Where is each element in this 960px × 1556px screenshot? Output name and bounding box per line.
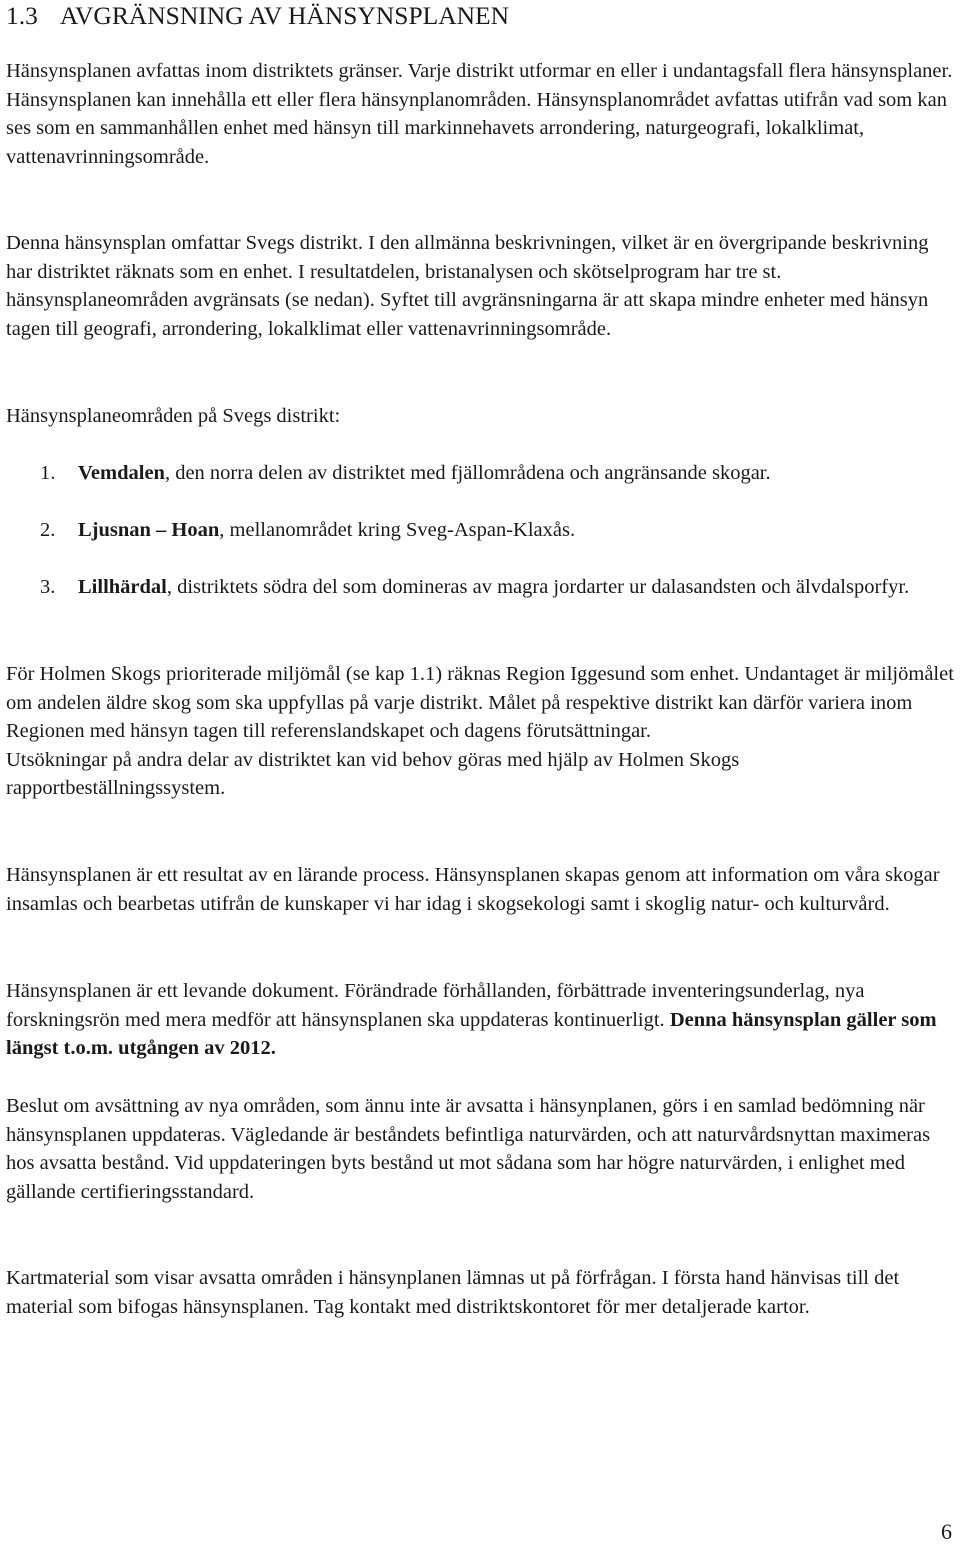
area-list-item bbox=[6, 573, 956, 602]
paragraph-text: Hänsynsplanen avfattas inom distriktets gränser. Varje distrikt utformar en eller i undantagsfall flera hänsynsplaner. Hänsynsplanen kan innehålla ett eller flera hänsynplanområden. Hänsynsplanområdet avfattas utifrån vad som kan ses som en sammanhållen enhet med hänsyn till markinnehavets arrondering, naturgeografi, lokalklimat, vattenavrinningsområde. bbox=[6, 60, 953, 168]
area-description: , mellanområdet kring Sveg-Aspan-Klaxås. bbox=[219, 519, 576, 541]
paragraph-living-document bbox=[6, 977, 958, 1063]
area-description: , distriktets södra del som domineras av magra jordarter ur dalasandsten och älvdalsporfyr. bbox=[166, 576, 910, 598]
paragraph-environmental-goals bbox=[6, 660, 958, 803]
list-number: 2. bbox=[40, 519, 56, 541]
paragraph-map-material bbox=[6, 1264, 958, 1321]
paragraph-learning-process bbox=[6, 861, 958, 918]
paragraph-text: Hänsynsplaneområden på Svegs distrikt: bbox=[6, 405, 341, 427]
section-number: 1.3 bbox=[6, 1, 38, 30]
area-list-item bbox=[6, 459, 956, 488]
paragraph-svegs-district bbox=[6, 229, 958, 343]
paragraph-text: Kartmaterial som visar avsatta områden i hänsynplanen lämnas ut på förfrågan. I första hand hänvisas till det material som bifogas hänsynsplanen. Tag kontakt med distriktskontoret för mer detaljerade kartor. bbox=[6, 1267, 900, 1318]
paragraph-text: Hänsynsplanen är ett levande dokument. Förändrade förhållanden, förbättrade inventeringsunderlag, nya forskningsrön med mera medför att hänsynsplanen ska uppdateras kontinuerligt. bbox=[6, 980, 865, 1031]
paragraph-decisions bbox=[6, 1092, 958, 1206]
paragraph-text: Utsökningar på andra delar av distriktet kan vid behov göras med hjälp av Holmen Skogs rapportbeställningssystem. bbox=[6, 748, 740, 800]
paragraph-text: Hänsynsplanen är ett resultat av en lärande process. Hänsynsplanen skapas genom att information om våra skogar insamlas och bearbetas utifrån de kunskaper vi har idag i skogsekologi samt i skoglig natur- och kulturvård. bbox=[6, 864, 940, 915]
area-list-item bbox=[6, 516, 956, 545]
paragraph-scope bbox=[6, 57, 958, 171]
paragraph-text: Beslut om avsättning av nya områden, som ännu inte är avsatta i hänsynplanen, görs i en samlad bedömning när hänsynsplanen uppdateras. Vägledande är beståndets befintliga naturvärden, och att naturvårdsnyttan maximeras hos avsatta bestånd. Vid uppdateringen byts bestånd ut mot sådana som har högre naturvärden, i enlighet med gällande certifieringsstandard. bbox=[6, 1095, 931, 1203]
area-name: Vemdalen bbox=[78, 462, 165, 484]
paragraph-text: För Holmen Skogs prioriterade miljömål (se kap 1.1) räknas Region Iggesund som enhet. Undantaget är miljömålet om andelen äldre skog som ska uppfyllas på varje distrikt. Målet på respektive distrikt kan därför variera inom Regionen med hänsyn tagen till referenslandskapet och dagens förutsättningar. bbox=[6, 663, 954, 743]
section-heading bbox=[6, 0, 509, 32]
area-name: Lillhärdal bbox=[78, 576, 167, 598]
validity-statement: Denna hänsynsplan gäller som längst t.o.m. utgången av 2012. bbox=[6, 1008, 937, 1060]
areas-intro bbox=[6, 402, 958, 431]
list-number: 3. bbox=[40, 576, 56, 598]
area-description: , den norra delen av distriktet med fjällområdena och angränsande skogar. bbox=[164, 462, 771, 484]
list-number: 1. bbox=[40, 462, 56, 484]
paragraph-text: Denna hänsynsplan omfattar Svegs distrikt. I den allmänna beskrivningen, vilket är en övergripande beskrivning har distriktet räknats som en enhet. I resultatdelen, bristanalysen och skötselprogram har tre st. hänsynsplaneområden avgränsats (se nedan). Syftet till avgränsningarna är att skapa mindre enheter med hänsyn tagen till geografi, arrondering, lokalklimat eller vattenavrinningsområde. bbox=[6, 232, 929, 340]
section-title: AVGRÄNSNING AV HÄNSYNSPLANEN bbox=[59, 1, 510, 30]
page-number: 6 bbox=[941, 1519, 952, 1544]
area-name: Ljusnan – Hoan bbox=[78, 519, 220, 541]
